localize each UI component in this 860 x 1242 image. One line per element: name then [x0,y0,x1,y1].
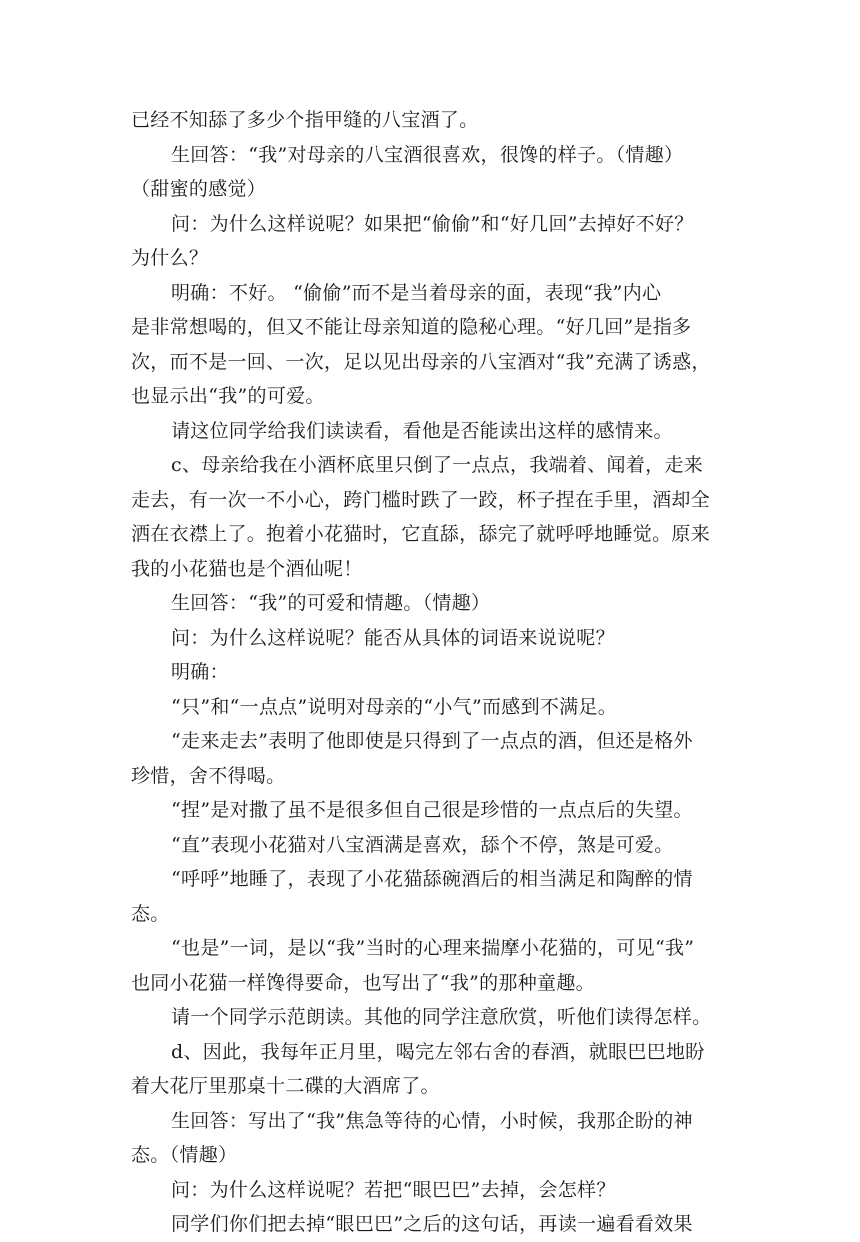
text-line: “捏”是对撒了虽不是很多但自己很是珍惜的一点点后的失望。 [171,799,693,821]
text-line: 请一个同学示范朗读。其他的同学注意欣赏，听他们读得怎样。 [171,1006,712,1028]
text-line: 明确： [171,661,229,683]
text-line: （甜蜜的感觉） [131,178,267,200]
text-line: 态。（情趣） [131,1144,238,1166]
text-line: 洒在衣襟上了。抱着小花猫时，它直舔，舔完了就呼呼地睡觉。原来 [131,523,711,545]
text-line: “走来走去”表明了他即使是只得到了一点点的酒，但还是格外 [171,730,693,752]
text-line: “也是”一词，是以“我”当时的心理来揣摩小花猫的，可见“我” [171,937,695,959]
text-line: 生回答：“我”的可爱和情趣。（情趣） [171,592,491,614]
text-line: 问：为什么这样说呢？若把“眼巴巴”去掉，会怎样？ [171,1178,616,1201]
text-line: 生回答：写出了“我”焦急等待的心情，小时候，我那企盼的神 [171,1109,693,1132]
text-line: 为什么？ [131,247,209,269]
text-line: 态。 [131,902,170,925]
text-line: “只”和“一点点”说明对母亲的“小气”而感到不满足。 [171,695,618,718]
text-line: 着大花厅里那桌十二碟的大酒席了。 [131,1075,440,1097]
text-line: 是非常想喝的，但又不能让母亲知道的隐秘心理。“好几回”是指多 [131,316,692,338]
text-line: 也显示出“我”的可爱。 [131,385,325,407]
document-body [131,103,731,1242]
text-line: 珍惜，舍不得喝。 [131,764,286,787]
text-line: 已经不知舔了多少个指甲缝的八宝酒了。 [131,109,479,131]
text-line: “呼呼”地睡了，表现了小花猫舔碗酒后的相当满足和陶醉的情 [171,868,693,890]
text-line: “直”表现小花猫对八宝酒满是喜欢，舔个不停，煞是可爱。 [171,833,674,856]
text-line: 同学们你们把去掉“眼巴巴”之后的这句话，再读一遍看看效果 [171,1213,693,1235]
text-line: 生回答：“我”对母亲的八宝酒很喜欢，很馋的样子。（情趣） [171,143,684,166]
text-line: 请这位同学给我们读读看，看他是否能读出这样的感情来。 [171,419,673,442]
text-line: 问：为什么这样说呢？能否从具体的词语来说说呢？ [171,626,615,649]
text-line: 也同小花猫一样馋得要命，也写出了“我”的那种童趣。 [131,971,595,994]
text-line: d、因此，我每年正月里，喝完左邻右舍的春酒，就眼巴巴地盼 [171,1040,705,1063]
text-line: 次，而不是一回、一次，足以见出母亲的八宝酒对“我”充满了诱惑， [131,350,711,373]
text-line: 我的小花猫也是个酒仙呢！ [131,557,363,580]
text-line: 明确：不好。 “偷偷”而不是当着母亲的面，表现“我”内心 [171,281,662,304]
text-line: 问：为什么这样说呢？如果把“偷偷”和“好几回”去掉好不好？ [171,212,694,235]
text-line: 走去，有一次一不小心，跨门槛时跌了一跤，杯子捏在手里，酒却全 [131,488,711,511]
text-line: c、母亲给我在小酒杯底里只倒了一点点，我端着、闻着，走来 [171,454,704,476]
